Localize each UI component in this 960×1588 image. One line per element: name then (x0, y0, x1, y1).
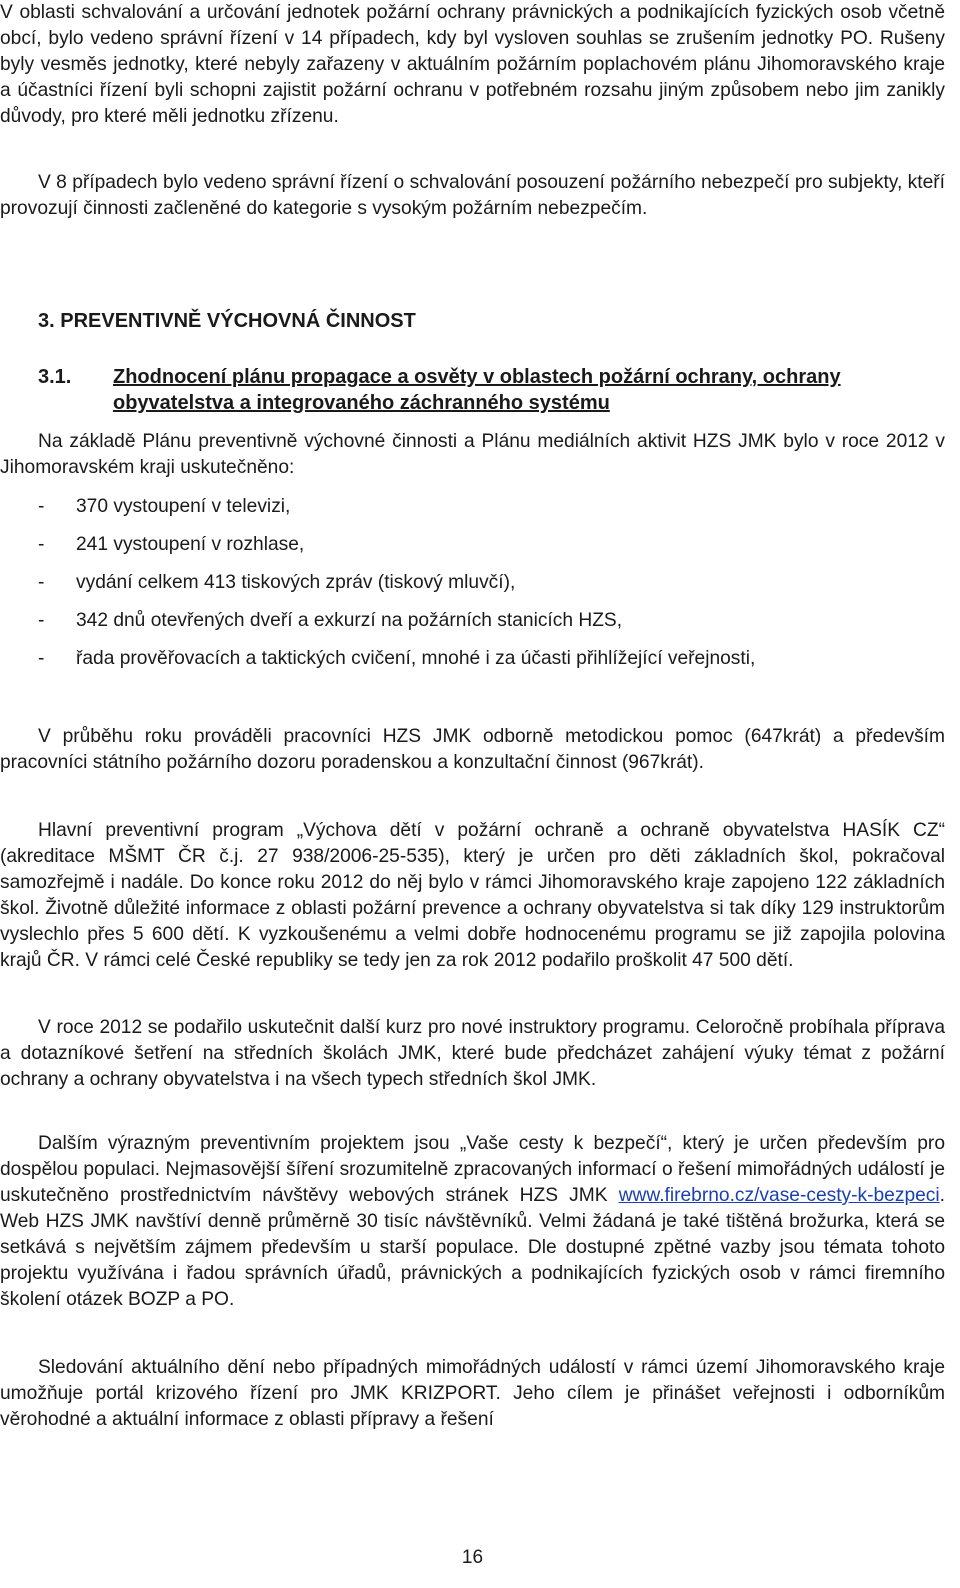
paragraph-unit-approval: V oblasti schvalování a určování jednotek požární ochrany právnických a podnikajících fyzických osob včetně obcí, bylo vedeno správní řízení v 14 případech, kdy byl vysloven souhlas se zrušením jednotky PO. Rušeny byly vesměs jednotky, které nebyly zařazeny v aktuálním požárním poplachovém plánu Jihomoravského kraje a účastníci řízení byli schopni zajistit požární ochranu v potřebném rozsahu jiným způsobem nebo jim zanikly důvody, pro které měli jednotku zřízenu. (0, 2, 945, 127)
paragraph-fire-hazard-assessment: V 8 případech bylo vedeno správní řízení o schvalování posouzení požárního nebezpečí pro subjekty, kteří provozují činnosti začleněné do kategorie s vysokým požárním nebezpečím. (0, 172, 945, 219)
list-dash: - (38, 534, 45, 555)
paragraph-text: . Web HZS JMK navštíví denně průměrně 30 tisíc návštěvníků. Velmi žádaná je také tištěná brožurka, která se setkává s největším zájmem především u starší populace. Dle dostupné zpětné vazby jsou témata tohoto projektu využívána i řadou správních úřadů, právnických a podnikajících fyzických osob v rámci firemního školení otázek BOZP a PO. (0, 1185, 945, 1310)
list-item-text: 342 dnů otevřených dveří a exkurzí na požárních stanicích HZS, (76, 610, 623, 631)
paragraph-instructor-course: V roce 2012 se podařilo uskutečnit další kurz pro nové instruktory programu. Celoročně probíhala příprava a dotazníkové šetření na středních školách JMK, které bude předcházet zahájení výuky témat z požární ochrany a ochrany obyvatelstva i na všech typech středních škol JMK. (0, 1017, 945, 1090)
paragraph-hasik-program: Hlavní preventivní program „Výchova dětí v požární ochraně a ochraně obyvatelstva HASÍK CZ“ (akreditace MŠMT ČR č.j. 27 938/2006-25-535), který je určen pro děti základních škol, pokračoval samozřejmě i nadále. Do konce roku 2012 do něj bylo v rámci Jihomoravského kraje zapojeno 122 základních škol. Životně důležité informace z oblasti požární prevence a ochrany obyvatelstva si tak díky 129 instruktorům vyslechlo přes 5 600 dětí. K vyzkoušenému a velmi dobře hodnocenému programu se již zapojila polovina krajů ČR. V rámci celé České republiky se tedy jen za rok 2012 podařilo proškolit 47 500 dětí. (0, 820, 945, 971)
list-item-text: řada prověřovacích a taktických cvičení, mnohé i za účasti přihlížející veřejnosti, (76, 648, 756, 669)
list-item-text: vydání celkem 413 tiskových zpráv (tiskový mluvčí), (76, 572, 516, 593)
list-item-text: 370 vystoupení v televizi, (76, 496, 291, 517)
list-item-text: 241 vystoupení v rozhlase, (76, 534, 305, 555)
section-heading: 3. PREVENTIVNĚ VÝCHOVNÁ ČINNOST (38, 310, 416, 332)
paragraph-methodical-help: V průběhu roku prováděli pracovníci HZS JMK odborně metodickou pomoc (647krát) a především pracovníci státního požárního dozoru poradenskou a konzultační činnost (967krát). (0, 726, 945, 773)
page-number: 16 (461, 1547, 484, 1568)
paragraph-plan-intro: Na základě Plánu preventivně výchovné činnosti a Plánu mediálních aktivit HZS JMK bylo v roce 2012 v Jihomoravském kraji uskutečněno: (0, 431, 945, 478)
list-dash: - (38, 610, 45, 631)
subsection-number: 3.1. (38, 366, 72, 388)
list-dash: - (38, 648, 45, 669)
list-dash: - (38, 572, 45, 593)
paragraph-krizport: Sledování aktuálního dění nebo případných mimořádných událostí v rámci území Jihomoravského kraje umožňuje portál krizového řízení pro JMK KRIZPORT. Jeho cílem je přinášet veřejnosti i odborníkům věrohodné a aktuální informace z oblasti přípravy a řešení (0, 1357, 945, 1430)
subsection-title: Zhodnocení plánu propagace a osvěty v oblastech požární ochrany, ochrany obyvatelstva a integrovaného záchranného systému (113, 366, 841, 414)
paragraph-safety-project (0, 1131, 945, 1313)
paragraph-text: Dalším výrazným preventivním projektem jsou „Vaše cesty k bezpečí“, který je určen především pro dospělou populaci. Nejmasovější šíření srozumitelně zpracovaných informací o řešení mimořádných událostí je uskutečněno prostřednictvím návštěvy webových stránek HZS JMK (0, 1133, 945, 1206)
list-dash: - (38, 496, 45, 517)
firebrno-link[interactable]: www.firebrno.cz/vase-cesty-k-bezpeci (618, 1185, 940, 1206)
